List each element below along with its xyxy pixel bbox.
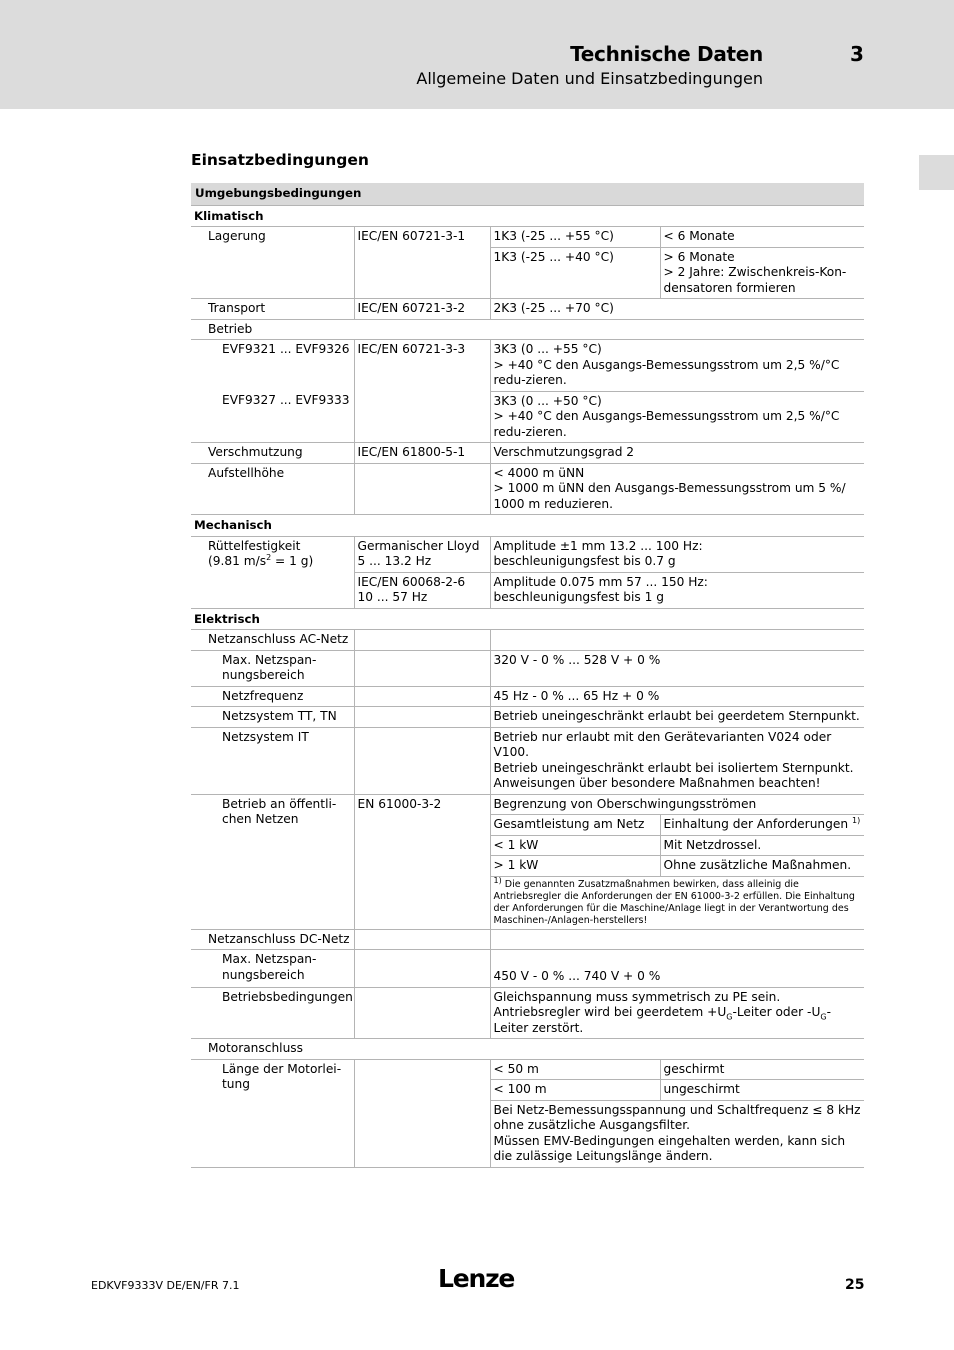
row-label-aufstellhoehe: Aufstellhöhe <box>208 465 285 480</box>
table-row <box>191 443 864 464</box>
value-line: beschleunigungsfest bis 0.7 g <box>493 554 676 568</box>
table-row <box>191 391 864 443</box>
row-label-oeffentlich: Betrieb an öffentli-chen Netzen <box>191 794 354 929</box>
value-cell: Ohne zusätzliche Maßnahmen. <box>660 856 864 877</box>
lenze-logo: Lenze <box>438 1264 515 1293</box>
footnote-cell <box>490 876 864 929</box>
table-row <box>191 950 864 988</box>
document-code: EDKVF9333V DE/EN/FR 7.1 <box>91 1279 240 1292</box>
footnote-mark: 1) <box>493 875 502 885</box>
value-text: Antriebsregler wird bei geerdetem +U <box>493 1005 727 1019</box>
table-head: Umgebungsbedingungen <box>191 183 864 205</box>
unit-exponent: 2 <box>266 552 272 562</box>
label-line <box>208 554 352 570</box>
value-cell <box>490 630 864 651</box>
value-cell: Verschmutzungsgrad 2 <box>490 443 864 464</box>
value-cell: geschirmt <box>660 1059 864 1080</box>
table-row <box>191 227 864 248</box>
row-label-transport: Transport <box>191 299 354 320</box>
standard-cell <box>354 707 490 728</box>
value-line: Anweisungen über besondere Maßnahmen beachten! <box>493 776 821 790</box>
row-label-motor: Motoranschluss <box>191 1039 864 1060</box>
table-row <box>191 727 864 794</box>
standard-cell <box>354 950 490 988</box>
category-row <box>191 608 864 630</box>
standard-cell: IEC/EN 60721-3-1 <box>354 227 490 299</box>
value-line: 3K3 (0 ... +50 °C) <box>493 393 602 408</box>
table-row <box>191 794 864 815</box>
row-label-verschmutzung: Verschmutzung <box>191 443 354 464</box>
page-header <box>0 0 954 109</box>
page-number: 25 <box>845 1277 865 1293</box>
standard-cell <box>354 1059 490 1167</box>
row-label-evf2: EVF9327 ... EVF9333 <box>191 391 354 443</box>
subscript: G <box>726 1012 733 1022</box>
row-label-dc-max: Max. Netzspan-nungsbereich <box>191 950 354 988</box>
table-row <box>191 650 864 686</box>
value-cell: 1K3 (-25 ... +40 °C) <box>490 247 660 299</box>
row-label-evf1: EVF9321 ... EVF9326 <box>222 342 350 356</box>
footnote-mark: 1) <box>851 815 861 825</box>
value-cell: Betrieb uneingeschränkt erlaubt bei geerdetem Sternpunkt. <box>490 707 864 728</box>
value-cell: ungeschirmt <box>660 1080 864 1101</box>
value-cell <box>490 727 864 794</box>
standard-cell <box>354 727 490 794</box>
unit-text: = 1 g) <box>271 554 314 568</box>
table-row <box>191 1039 864 1060</box>
value-cell <box>490 929 864 950</box>
standard-line: Germanischer Lloyd <box>357 538 480 553</box>
row-label-lagerung: Lagerung <box>191 227 354 299</box>
row-label-tt: Netzsystem TT, TN <box>191 707 354 728</box>
table-row <box>191 686 864 707</box>
chapter-number: 3 <box>850 42 864 66</box>
value-cell: > 1 kW <box>490 856 660 877</box>
value-line: beschleunigungsfest bis 1 g <box>493 590 665 604</box>
value-cell: 2K3 (-25 ... +70 °C) <box>490 299 864 320</box>
value-cell: Begrenzung von Oberschwingungsströmen <box>490 794 864 815</box>
table-row <box>191 630 864 651</box>
note-line: > 2 Jahre: Zwischenkreis-Kon-densatoren formieren <box>663 265 847 295</box>
category-mechanisch: Mechanisch <box>191 515 864 537</box>
table-row <box>191 1059 864 1080</box>
value-cell: < 100 m <box>490 1080 660 1101</box>
standard-cell: IEC/EN 60721-3-3 <box>354 340 490 443</box>
value-line: Amplitude 0.075 mm 57 ... 150 Hz: <box>493 574 708 589</box>
section-title: Einsatzbedingungen <box>191 151 369 169</box>
category-klimatisch: Klimatisch <box>191 205 864 227</box>
value-line: Bei Netz-Bemessungsspannung und Schaltfrequenz ≤ 8 kHz ohne zusätzliche Ausgangsfilter. <box>493 1102 861 1132</box>
row-label-laenge: Länge der Motorlei-tung <box>191 1059 354 1167</box>
table-row <box>191 987 864 1039</box>
value-cell: 320 V - 0 % ... 528 V + 0 % <box>490 650 864 686</box>
row-label-it: Netzsystem IT <box>191 727 354 794</box>
row-label-betriebsbed: Betriebsbedingungen <box>191 987 354 1039</box>
value-line: > 1000 m üNN den Ausgangs-Bemessungsstrom um 5 %/ 1000 m reduzieren. <box>493 481 846 511</box>
value-cell: 1K3 (-25 ... +55 °C) <box>490 227 660 248</box>
value-line: > +40 °C den Ausgangs-Bemessungsstrom um 2,5 %/°C redu-zieren. <box>493 357 840 387</box>
note-cell: < 6 Monate <box>660 227 864 248</box>
table-row <box>191 319 864 340</box>
value-line: Gleichspannung muss symmetrisch zu PE sein. <box>493 989 781 1004</box>
standard-cell <box>354 463 490 515</box>
category-row <box>191 515 864 537</box>
row-label-betrieb: Betrieb <box>191 319 864 340</box>
standard-line: 10 ... 57 Hz <box>357 590 428 604</box>
row-label-netzfrequenz: Netzfrequenz <box>191 686 354 707</box>
standard-cell <box>354 987 490 1039</box>
value-cell <box>490 987 864 1039</box>
category-elektrisch: Elektrisch <box>191 608 864 630</box>
value-cell <box>490 463 864 515</box>
standard-cell: EN 61000-3-2 <box>354 794 490 929</box>
row-label-dc: Netzanschluss DC-Netz <box>191 929 354 950</box>
table-row <box>191 929 864 950</box>
footnote-text: Die genannten Zusatzmaßnahmen bewirken, dass alleinig die Antriebsregler die Anforderungen der EN 61000-3-2 erfüllen. Die Einhaltung der Anforderungen für die Maschine/Anlage liegt in der Verantwortung des Maschinen-/Anlagen-herstellers! <box>493 878 855 926</box>
chapter-title: Technische Daten <box>570 42 763 66</box>
row-label-ac: Netzanschluss AC-Netz <box>191 630 354 651</box>
table-row <box>191 463 864 515</box>
value-cell <box>490 340 864 392</box>
value-line: < 4000 m üNN <box>493 465 585 480</box>
standard-cell <box>354 630 490 651</box>
row-label-ruettel <box>191 536 354 608</box>
value-cell <box>490 536 864 572</box>
label-line: Rüttelfestigkeit <box>208 538 301 553</box>
unit-text: (9.81 m/s <box>208 554 267 568</box>
subheader-text: Einhaltung der Anforderungen <box>663 817 849 831</box>
category-row <box>191 205 864 227</box>
value-line <box>494 1005 863 1036</box>
value-line: Betrieb nur erlaubt mit den Gerätevarianten V024 oder V100. <box>493 729 832 759</box>
value-cell: < 1 kW <box>490 835 660 856</box>
standard-cell: IEC/EN 61800-5-1 <box>354 443 490 464</box>
standard-cell: IEC/EN 60721-3-2 <box>354 299 490 320</box>
table-row <box>191 707 864 728</box>
row-label-ac-max: Max. Netzspan-nungsbereich <box>191 650 354 686</box>
chapter-subtitle: Allgemeine Daten und Einsatzbedingungen <box>416 69 763 88</box>
standard-cell <box>354 686 490 707</box>
value-line: Betrieb uneingeschränkt erlaubt bei isoliertem Sternpunkt. <box>493 760 854 775</box>
standard-line: 5 ... 13.2 Hz <box>357 554 432 568</box>
standard-cell <box>354 929 490 950</box>
table-row <box>191 340 864 392</box>
value-text: -Leiter zerstört. <box>493 1005 831 1035</box>
value-cell <box>490 391 864 443</box>
standard-cell <box>354 572 490 608</box>
value-line: > +40 °C den Ausgangs-Bemessungsstrom um 2,5 %/°C redu-zieren. <box>493 409 840 439</box>
subscript: G <box>820 1012 827 1022</box>
table-row <box>191 299 864 320</box>
value-cell: Mit Netzdrossel. <box>660 835 864 856</box>
table-row <box>191 536 864 572</box>
value-cell <box>490 572 864 608</box>
value-cell: 450 V - 0 % ... 740 V + 0 % <box>490 950 864 988</box>
standard-cell <box>354 536 490 572</box>
subheader-cell: Gesamtleistung am Netz <box>490 815 660 836</box>
standard-line: IEC/EN 60068-2-6 <box>357 574 466 589</box>
value-text: -Leiter oder -U <box>732 1005 821 1019</box>
value-cell: 45 Hz - 0 % ... 65 Hz + 0 % <box>490 686 864 707</box>
value-line: Amplitude ±1 mm 13.2 ... 100 Hz: <box>493 538 703 553</box>
value-line: Müssen EMV-Bedingungen eingehalten werden, kann sich die zulässige Leitungslänge ändern. <box>493 1133 846 1163</box>
standard-cell <box>354 650 490 686</box>
value-cell: < 50 m <box>490 1059 660 1080</box>
subheader-cell <box>660 815 864 836</box>
value-cell <box>490 1100 864 1167</box>
conditions-table <box>191 183 864 1168</box>
note-line: > 6 Monate <box>663 249 735 264</box>
note-cell <box>660 247 864 299</box>
value-line: 3K3 (0 ... +55 °C) <box>493 342 602 356</box>
table-head-row <box>191 183 864 205</box>
chapter-tab-marker <box>919 155 954 190</box>
